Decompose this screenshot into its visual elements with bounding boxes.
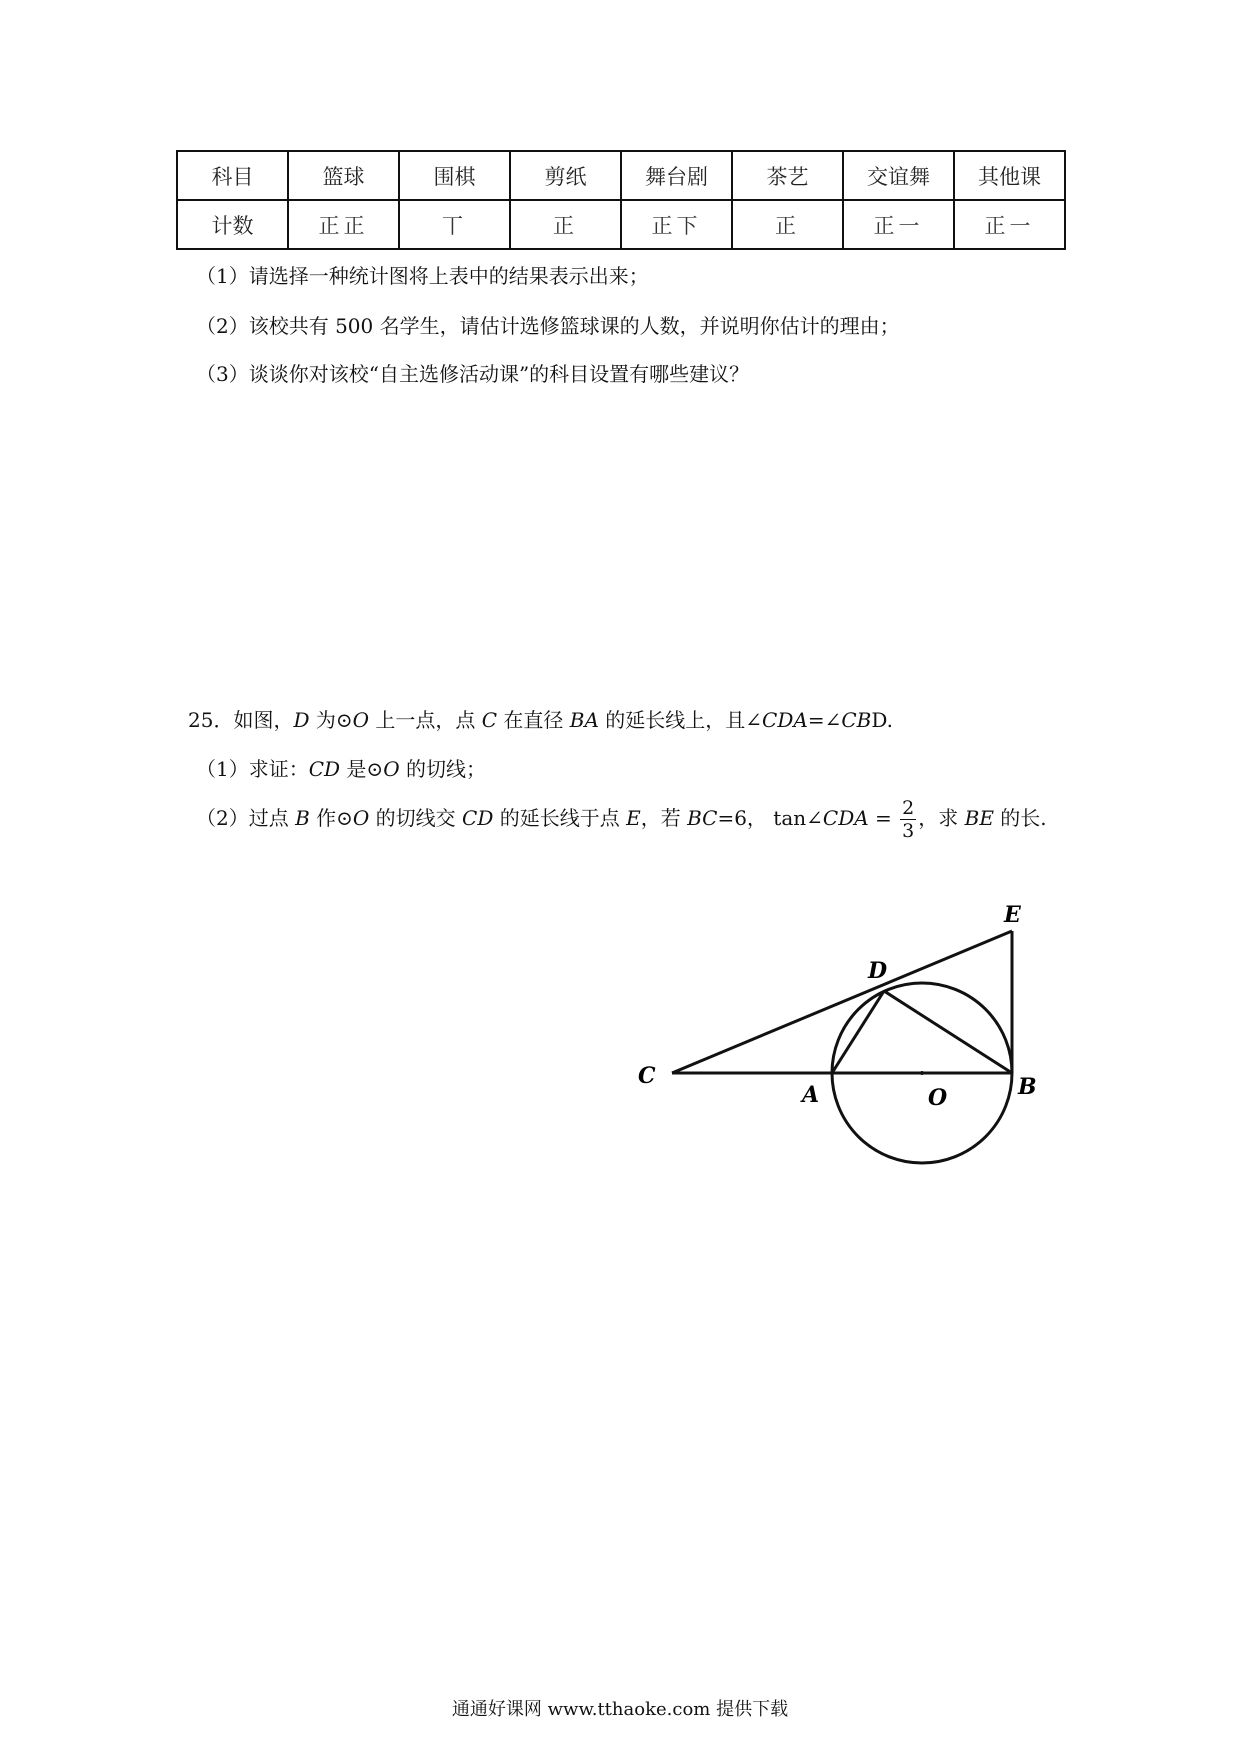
question-25-stem bbox=[188, 706, 893, 734]
table-cell: 其他课 bbox=[954, 151, 1065, 200]
text: 的切线交 bbox=[369, 806, 463, 830]
tally-cell: 正一 bbox=[843, 200, 954, 249]
question-24-part-2: （2）该校共有 500 名学生，请估计选修篮球课的人数，并说明你估计的理由； bbox=[196, 314, 900, 338]
text: 在直径 bbox=[497, 708, 570, 732]
fraction-denominator: 3 bbox=[902, 820, 915, 842]
text: ，求 bbox=[918, 806, 965, 830]
label-d: D bbox=[868, 958, 888, 984]
table-cell: 围棋 bbox=[399, 151, 510, 200]
text: = bbox=[868, 806, 899, 830]
math-var: BE bbox=[964, 806, 994, 830]
question-number: 25． bbox=[188, 708, 234, 732]
tally-cell: 正 bbox=[510, 200, 621, 249]
question-24-part-1: （1）请选择一种统计图将上表中的结果表示出来； bbox=[196, 264, 649, 288]
question-25-part-2 bbox=[196, 796, 1047, 842]
question-24-part-3: （3）谈谈你对该校“自主选修活动课”的科目设置有哪些建议？ bbox=[196, 362, 750, 386]
text: （1）求证： bbox=[196, 757, 309, 781]
table-header-row bbox=[177, 151, 1065, 200]
math-var: B bbox=[295, 806, 310, 830]
tally-table bbox=[176, 150, 1066, 250]
text: =6， tan∠ bbox=[717, 806, 823, 830]
text: 为⊙ bbox=[309, 708, 353, 732]
text: 上一点，点 bbox=[369, 708, 482, 732]
label-a: A bbox=[802, 1082, 820, 1108]
text: 的延长线于点 bbox=[493, 806, 627, 830]
label-o: O bbox=[928, 1085, 948, 1111]
text: （2）过点 bbox=[196, 806, 296, 830]
table-cell: 交谊舞 bbox=[843, 151, 954, 200]
fraction bbox=[900, 797, 916, 842]
page-footer: 通通好课网 www.tthaoke.com 提供下载 bbox=[451, 1699, 789, 1720]
line-ce bbox=[672, 931, 1012, 1073]
table-cell: 篮球 bbox=[288, 151, 399, 200]
text: 的切线； bbox=[399, 757, 486, 781]
geometry-figure bbox=[620, 880, 1080, 1180]
math-var: D bbox=[293, 708, 310, 732]
line-db bbox=[884, 991, 1012, 1073]
question-25-part-1 bbox=[196, 755, 486, 783]
text: =∠ bbox=[807, 708, 842, 732]
table-cell: 科目 bbox=[177, 151, 288, 200]
label-c: C bbox=[638, 1063, 656, 1089]
math-var: CDA bbox=[822, 806, 869, 830]
text: 作⊙ bbox=[309, 806, 353, 830]
center-point bbox=[920, 1071, 924, 1075]
text: 是⊙ bbox=[340, 757, 384, 781]
text: ，若 bbox=[640, 806, 688, 830]
tally-cell: 正一 bbox=[954, 200, 1065, 249]
tally-cell: 丅 bbox=[399, 200, 510, 249]
table-row bbox=[177, 200, 1065, 249]
label-e: E bbox=[1004, 902, 1021, 928]
tally-cell: 正 bbox=[732, 200, 843, 249]
text: D. bbox=[871, 708, 894, 732]
math-var: CDA bbox=[762, 708, 808, 732]
math-var: CD bbox=[308, 757, 341, 781]
math-var: O bbox=[352, 806, 370, 830]
table-cell: 剪纸 bbox=[510, 151, 621, 200]
math-var: O bbox=[383, 757, 400, 781]
text: 的延长线上，且∠ bbox=[598, 708, 763, 732]
label-b: B bbox=[1018, 1074, 1037, 1100]
math-var: CD bbox=[462, 806, 494, 830]
math-var: O bbox=[352, 708, 370, 732]
table-cell: 茶艺 bbox=[732, 151, 843, 200]
math-var: BA bbox=[569, 708, 599, 732]
text: 如图， bbox=[233, 708, 294, 732]
math-var: CB bbox=[841, 708, 872, 732]
tally-cell: 正下 bbox=[621, 200, 732, 249]
math-var: BC bbox=[687, 806, 718, 830]
table-cell: 舞台剧 bbox=[621, 151, 732, 200]
math-var: E bbox=[626, 806, 641, 830]
tally-cell: 正正 bbox=[288, 200, 399, 249]
table-cell: 计数 bbox=[177, 200, 288, 249]
fraction-numerator: 2 bbox=[902, 797, 915, 819]
text: 的长. bbox=[993, 806, 1047, 830]
math-var: C bbox=[481, 708, 498, 732]
